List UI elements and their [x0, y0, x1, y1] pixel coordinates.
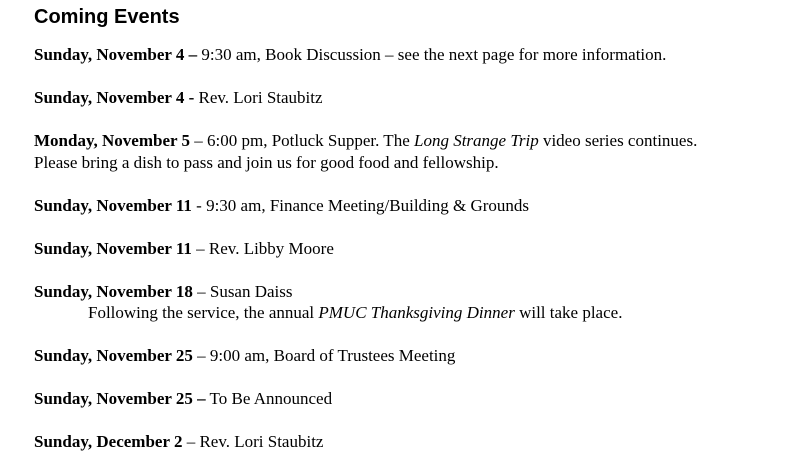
- event-date: Monday, November 5: [34, 131, 190, 150]
- event-description: - 9:30 am, Finance Meeting/Building & Grounds: [191, 195, 530, 215]
- event-description: Rev. Lori Staubitz: [194, 88, 323, 107]
- event-description-continued: video series continues.: [538, 131, 698, 150]
- event-note-after: will take place.: [514, 303, 623, 322]
- event-note-before: Following the service, the annual: [88, 303, 319, 322]
- event-note: [34, 302, 774, 324]
- event-description: 9:30 am, Book Discussion – see the next page for more information.: [197, 45, 667, 64]
- event-date: Sunday, November 11: [34, 195, 192, 215]
- event-description: – Rev. Libby Moore: [191, 238, 334, 258]
- event-date: Sunday, November 4 –: [34, 45, 198, 64]
- event-item: [34, 130, 774, 173]
- event-item: [34, 431, 774, 453]
- event-description: – Rev. Lori Staubitz: [182, 432, 324, 451]
- event-item: [34, 388, 774, 410]
- event-date: Sunday, November 18: [34, 281, 193, 301]
- event-description: – 6:00 pm, Potluck Supper. The: [190, 131, 414, 150]
- event-description: To Be Announced: [205, 389, 333, 408]
- event-item: [34, 238, 774, 260]
- event-date: Sunday, November 11: [34, 238, 192, 258]
- event-item: [34, 87, 774, 109]
- page-title: Coming Events: [34, 6, 180, 28]
- event-item: [34, 345, 774, 367]
- coming-events-page: [34, 4, 774, 474]
- event-date: Sunday, December 2: [34, 432, 183, 451]
- event-item: [34, 195, 774, 217]
- event-date: Sunday, November 25: [34, 346, 193, 365]
- event-dinner-title: PMUC Thanksgiving Dinner: [318, 303, 515, 322]
- event-item: [34, 281, 774, 324]
- event-description: – 9:00 am, Board of Trustees Meeting: [192, 346, 456, 365]
- event-note: Please bring a dish to pass and join us for good food and fellowship.: [34, 152, 499, 172]
- event-item: [34, 44, 774, 66]
- event-series-title: Long Strange Trip: [414, 131, 539, 150]
- event-date: Sunday, November 25 –: [34, 389, 206, 408]
- event-date: Sunday, November 4 -: [34, 88, 195, 107]
- event-description: – Susan Daiss: [192, 281, 293, 301]
